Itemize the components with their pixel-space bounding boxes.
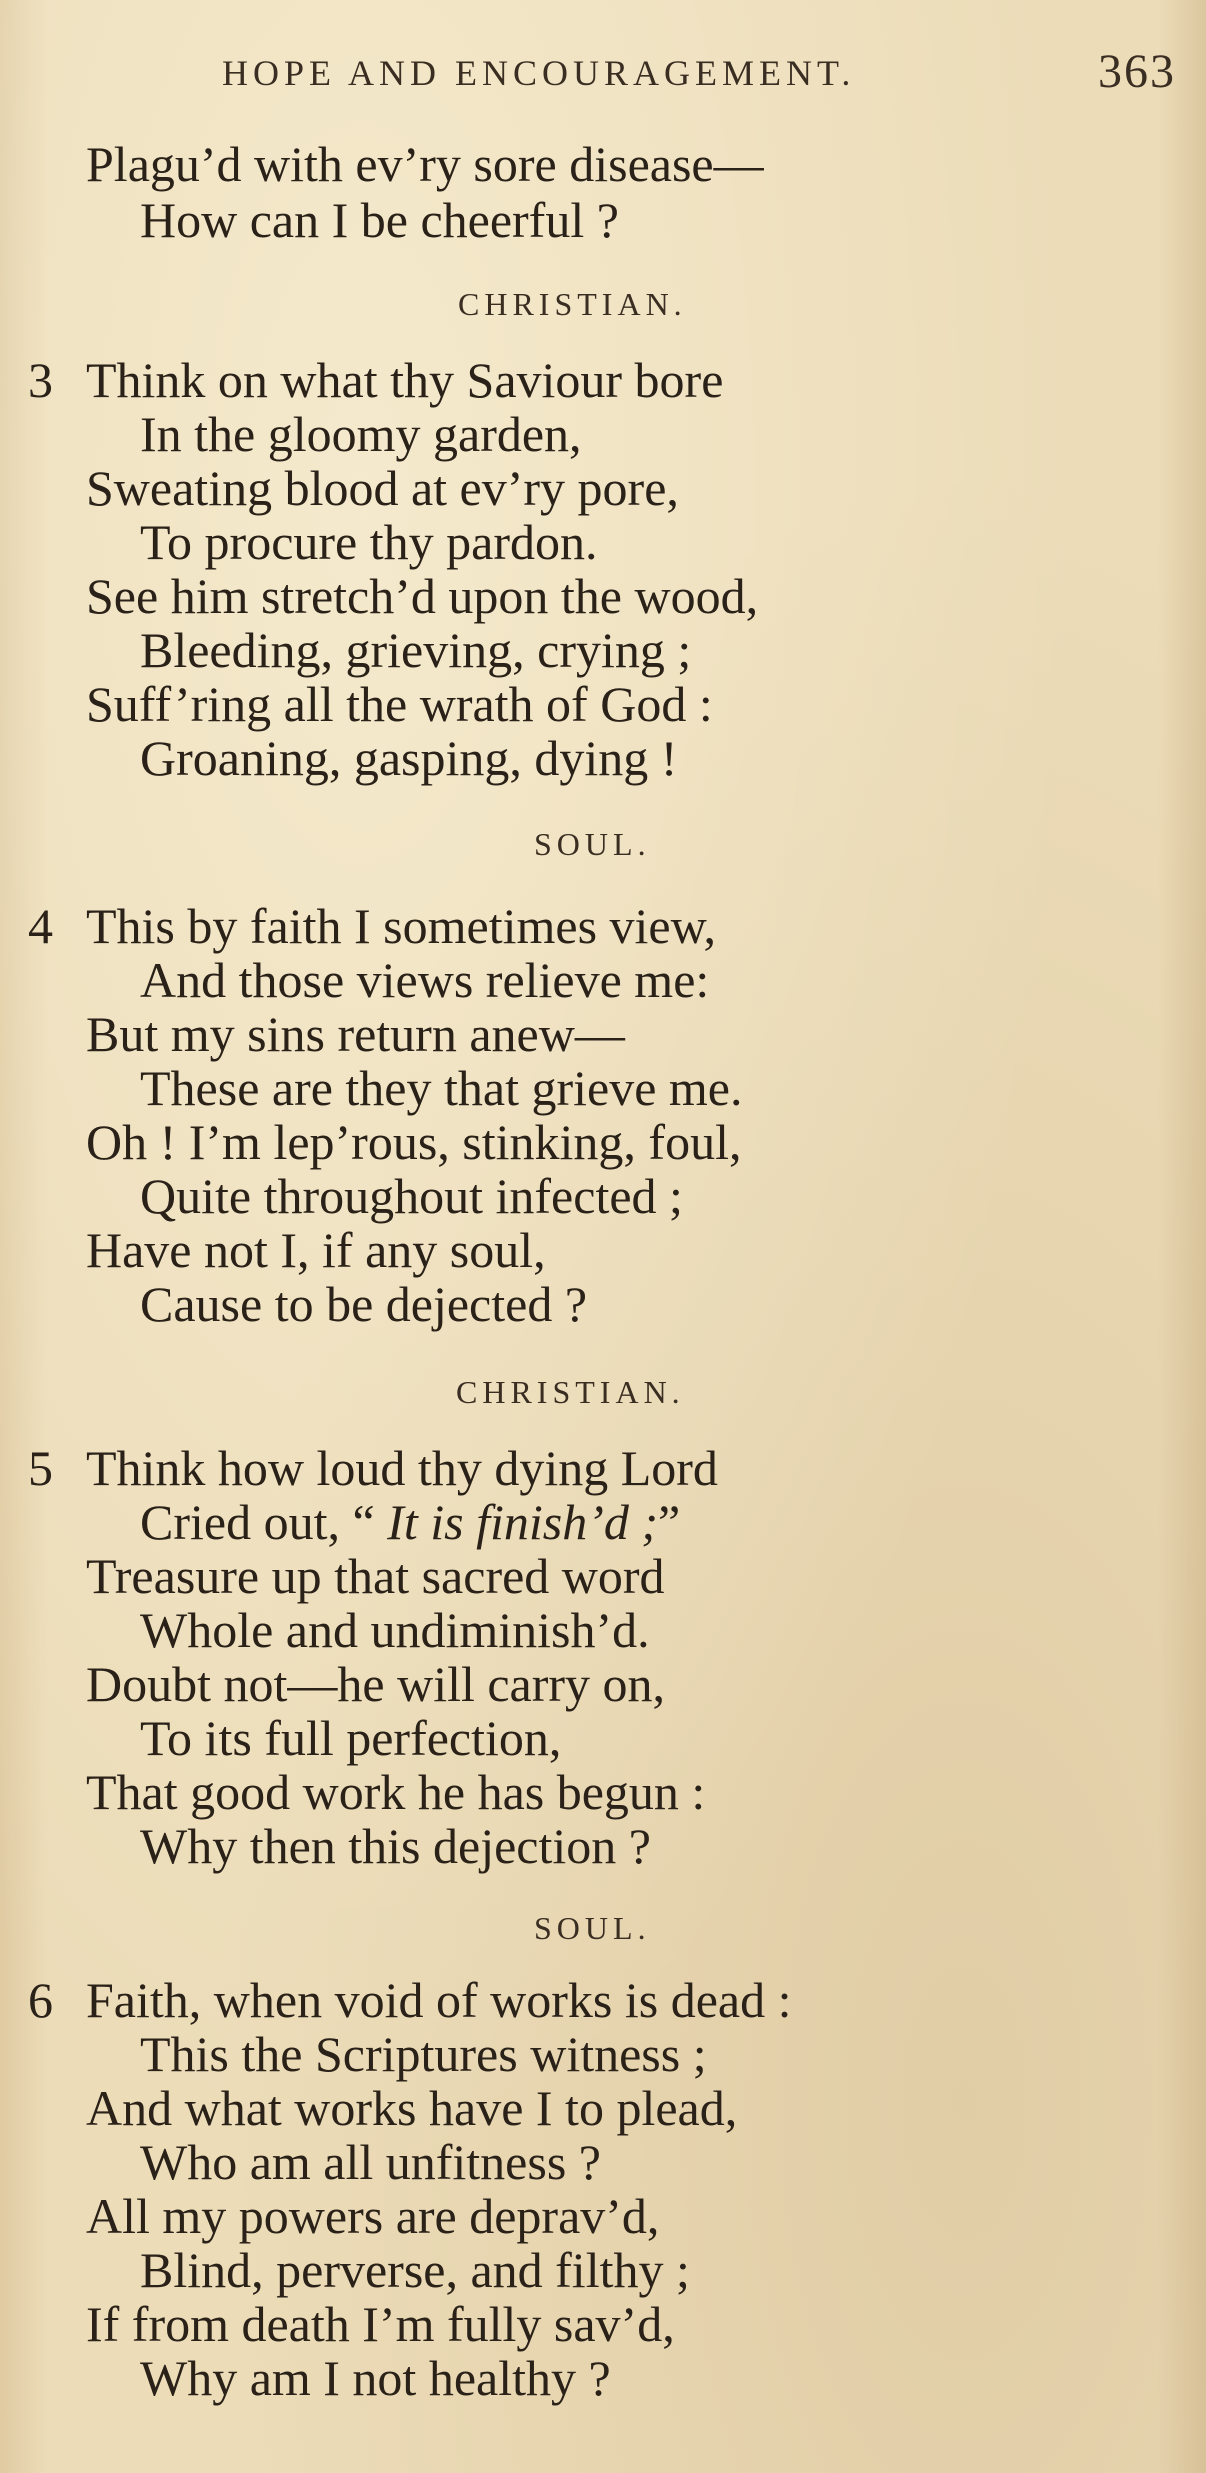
verse-line: Sweating blood at ev’ry pore, [86,460,679,516]
verse-line: All my powers are deprav’d, [86,2188,660,2244]
speaker-label: SOUL. [534,1910,651,1946]
verse-line: Oh ! I’m lep’rous, stinking, foul, [86,1114,742,1170]
verse-line [140,1494,680,1550]
verse-line: Suff’ring all the wrath of God : [86,676,713,732]
verse-line: If from death I’m fully sav’d, [86,2296,675,2352]
verse-line: See him stretch’d upon the wood, [86,568,759,624]
verse-line: Quite throughout infected ; [140,1168,683,1224]
stanza-number: 5 [28,1440,53,1496]
verse-line: This by faith I sometimes view, [86,898,716,954]
verse-line: But my sins return anew— [86,1006,625,1062]
verse-line: Blind, perverse, and filthy ; [140,2242,690,2298]
verse-line: Treasure up that sacred word [86,1548,665,1604]
verse-line: Whole and undiminish’d. [140,1602,650,1658]
stanza-number: 6 [28,1972,53,2028]
verse-line: In the gloomy garden, [140,406,582,462]
verse-line: Bleeding, grieving, crying ; [140,622,692,678]
verse-line: This the Scriptures witness ; [140,2026,707,2082]
verse-line: Cause to be dejected ? [140,1276,588,1332]
verse-line: Why am I not healthy ? [140,2350,611,2406]
verse-line: Doubt not—he will carry on, [86,1656,666,1712]
speaker-label: CHRISTIAN. [456,1374,685,1410]
speaker-label: SOUL. [534,826,651,862]
verse-line: These are they that grieve me. [140,1060,743,1116]
verse-text: ” [658,1494,681,1550]
speaker-label: CHRISTIAN. [458,286,687,322]
stanza-number: 4 [28,898,53,954]
verse-line: Have not I, if any soul, [86,1222,546,1278]
verse-line: And those views relieve me: [140,952,710,1008]
verse-line: Think on what thy Saviour bore [86,352,724,408]
verse-text: Cried out, “ [140,1494,388,1550]
verse-line: Why then this dejection ? [140,1818,651,1874]
verse-line: Groaning, gasping, dying ! [140,730,678,786]
italic-quotation: It is finish’d ; [387,1494,658,1550]
verse-line: To procure thy pardon. [140,514,598,570]
verse-line: Plagu’d with ev’ry sore disease— [86,136,764,192]
running-title: HOPE AND ENCOURAGEMENT. [222,53,856,93]
verse-line: And what works have I to plead, [86,2080,738,2136]
verse-line: To its full perfection, [140,1710,562,1766]
page-number: 363 [1098,45,1176,98]
verse-line: That good work he has begun : [86,1764,706,1820]
verse-line: How can I be cheerful ? [140,192,619,248]
stanza-number: 3 [28,352,53,408]
verse-line: Faith, when void of works is dead : [86,1972,792,2028]
verse-line: Who am all unfitness ? [140,2134,601,2190]
verse-line: Think how loud thy dying Lord [86,1440,718,1496]
